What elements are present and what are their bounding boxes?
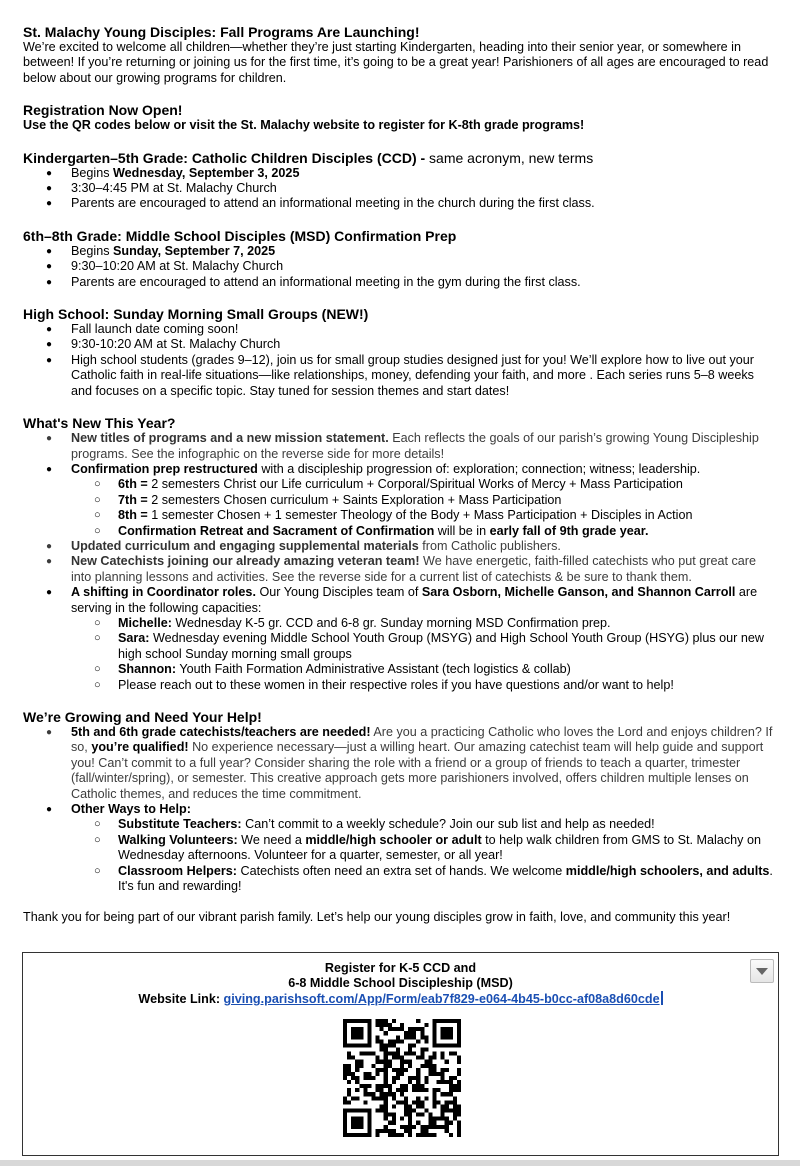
bold-lead: Confirmation Retreat and Sacrament of Confirmation — [118, 523, 435, 538]
list-item: ● 9:30-10:20 AM at St. Malachy Church — [23, 337, 778, 352]
list-item — [23, 524, 778, 539]
register-line-1: Register for K-5 CCD and — [324, 961, 477, 975]
item-text: 2 semesters Chosen curriculum + Saints Exploration + Mass Participation — [147, 492, 562, 507]
item-text: to help walk children from GMS to St. Malachy on Wednesday afternoons. Volunteer for a quarter, semester, or all year! — [118, 832, 761, 863]
list-item — [23, 662, 778, 677]
bold-lead: Updated curriculum and engaging supplemental materials — [71, 538, 419, 553]
item-text: from Catholic publishers. — [418, 538, 561, 553]
ccd-title: Kindergarten–5th Grade: Catholic Children Disciples (CCD) - — [23, 149, 426, 166]
msd-begins-date: Sunday, September 7, 2025 — [113, 243, 276, 258]
bold-lead: New titles of programs and a new mission statement. — [71, 431, 389, 446]
bold-lead: Substitute Teachers: — [118, 817, 242, 832]
coordinator-names: Sara Osborn, Michelle Ganson, and Shannon Carroll — [421, 585, 736, 600]
bold-lead: New Catechists joining our already amazing veteran team! — [71, 554, 420, 569]
list-item: ● High school students (grades 9–12), join us for small group studies designed just for you! We’ll explore how to live out your Catholic faith in real-life situations—like relationships, money, defending your faith, and more . Each series runs 5–8 weeks and focuses on a specific topic. Stay tuned for session themes and start dates! — [23, 353, 778, 399]
bold-lead: 7th = — [118, 492, 148, 507]
bold-lead: Sara: — [118, 631, 150, 646]
growing-list — [23, 725, 778, 894]
bold-text: middle/high schooler or adult — [305, 832, 482, 847]
list-item — [23, 864, 778, 895]
item-text: 1 semester Chosen + 1 semester Theology of the Body + Mass Participation + Disciples in Action — [147, 508, 693, 523]
item-text: Youth Faith Formation Administrative Assistant (tech logistics & collab) — [176, 662, 571, 677]
list-item — [23, 166, 778, 181]
document-body — [23, 24, 778, 926]
item-text: Wednesday evening Middle School Youth Group (MSYG) and High School Youth Group (HSYG) plus our new high school Sunday morning small groups — [118, 631, 764, 661]
whatsnew-title: What's New This Year? — [23, 415, 176, 432]
item-text: with a discipleship progression of: exploration; connection; witness; leadership. — [257, 461, 701, 476]
list-item: ● 3:30–4:45 PM at St. Malachy Church — [23, 181, 778, 196]
list-item — [23, 802, 778, 894]
page-bottom-edge — [0, 1160, 800, 1166]
whatsnew-list — [23, 431, 778, 693]
list-item — [23, 508, 778, 523]
registration-box-text — [23, 961, 778, 1007]
bold-lead: 5th and 6th grade catechists/teachers are needed! — [71, 725, 371, 739]
list-item — [23, 833, 778, 864]
bold-text: middle/high schoolers, and adults — [565, 863, 770, 878]
intro-body: We’re excited to welcome all children—whether they’re just starting Kindergarten, heading into their senior year, or somewhere in between! If you’re returning or joining us for the first time, it’s going to be a great year! Parishioners of all ages are encouraged to read below about our growing programs for children. — [23, 40, 769, 85]
item-text: Each reflects the goals of our parish’s growing Young Discipleship programs. See the infographic on the reverse side for more details! — [71, 431, 759, 461]
item-text: No experience necessary—just a willing heart. Our amazing catechist team will help guide and support you! Can’t commit to a full year? Consider sharing the role with a friend or a group of friends to teach a quarter, trimester (fall/winter/spring), or semester. This creative approach gets more parishioners involved, offers children multiple lenses on Catholic themes, and reduces the time commitment. — [71, 740, 764, 801]
text-cursor — [661, 991, 663, 1005]
bold-lead: Other Ways to Help: — [71, 802, 191, 817]
intro-title: St. Malachy Young Disciples: Fall Programs Are Launching! — [23, 24, 420, 40]
item-text: We need a — [237, 832, 306, 847]
thanks-text: Thank you for being part of our vibrant parish family. Let’s help our young disciples grow in faith, love, and community this year! — [23, 910, 731, 925]
qr-code-icon[interactable] — [343, 1019, 461, 1137]
ccd-list — [23, 166, 778, 212]
item-text: We have energetic, faith-filled catechists who put great care into planning lessons and activities. See the reverse side for a current list of catechists & be sure to thank them. — [71, 554, 757, 584]
ccd-title-note: same acronym, new terms — [425, 149, 594, 166]
bold-lead: Michelle: — [118, 615, 172, 630]
item-text: Our Young Disciples team of — [255, 585, 422, 600]
bold-lead: Walking Volunteers: — [118, 832, 238, 847]
list-item — [23, 431, 778, 462]
begins-prefix: Begins — [71, 165, 114, 180]
item-text: . It's fun and rewarding! — [118, 863, 773, 894]
item-text: Are you a practicing Catholic who loves the Lord and enjoys children? If so, — [71, 725, 773, 755]
bold-text: early fall of 9th grade year. — [489, 523, 649, 538]
list-item — [23, 244, 778, 259]
item-text: Can’t commit to a weekly schedule? Join our sub list and help as needed! — [241, 817, 655, 832]
list-item: ● Fall launch date coming soon! — [23, 322, 778, 337]
bold-lead: Classroom Helpers: — [118, 863, 237, 878]
chevron-down-icon[interactable] — [750, 959, 774, 983]
item-text: will be in — [434, 523, 490, 538]
list-item — [23, 554, 778, 585]
bold-lead: Shannon: — [118, 662, 177, 677]
registration-subtitle: Use the QR codes below or visit the St. Malachy website to register for K-8th grade programs! — [23, 118, 585, 133]
item-text: 2 semesters Christ our Life curriculum + Corporal/Spiritual Works of Mercy + Mass Participation — [147, 477, 683, 492]
list-item: ● Parents are encouraged to attend an informational meeting in the gym during the first class. — [23, 275, 778, 290]
list-item — [23, 616, 778, 631]
bold-lead: Confirmation prep restructured — [71, 461, 258, 476]
list-item: ● 9:30–10:20 AM at St. Malachy Church — [23, 259, 778, 274]
list-item — [23, 462, 778, 539]
item-text: Catechists often need an extra set of hands. We welcome — [236, 863, 566, 878]
hs-title: High School: Sunday Morning Small Groups (NEW!) — [23, 306, 369, 323]
bold-text: you’re qualified! — [91, 740, 189, 755]
coordinator-sublist — [71, 616, 778, 693]
ccd-heading — [23, 150, 778, 166]
registration-box — [22, 952, 779, 1156]
bold-lead: A shifting in Coordinator roles. — [71, 585, 256, 600]
list-item — [23, 631, 778, 662]
list-item — [23, 817, 778, 832]
bold-lead: 8th = — [118, 508, 148, 523]
item-text: are serving in the following capacities: — [71, 585, 758, 615]
list-item: ○ Please reach out to these women in their respective roles if you have questions and/or want to help! — [23, 678, 778, 693]
list-item: ● Parents are encouraged to attend an informational meeting in the church during the first class. — [23, 196, 778, 211]
website-link-row — [23, 991, 778, 1007]
growing-title: We’re Growing and Need Your Help! — [23, 709, 262, 725]
list-item — [23, 539, 778, 554]
bold-lead: 6th = — [118, 477, 148, 492]
ccd-begins-date: Wednesday, September 3, 2025 — [113, 165, 300, 180]
list-item — [23, 585, 778, 693]
list-item — [23, 725, 778, 802]
msd-title: 6th–8th Grade: Middle School Disciples (MSD) Confirmation Prep — [23, 227, 457, 244]
website-link-label: Website Link: — [138, 992, 224, 1006]
confirmation-sublist — [71, 477, 778, 539]
registration-title: Registration Now Open! — [23, 102, 183, 119]
list-item — [23, 477, 778, 492]
website-link[interactable]: giving.parishsoft.com/App/Form/eab7f829-e064-4b45-b0cc-af08a8d60cde — [223, 992, 660, 1006]
hs-list — [23, 322, 778, 399]
begins-prefix: Begins — [71, 243, 114, 258]
register-line-2: 6-8 Middle School Discipleship (MSD) — [288, 976, 513, 990]
help-sublist — [71, 817, 778, 894]
msd-list — [23, 244, 778, 290]
list-item — [23, 493, 778, 508]
item-text: Wednesday K-5 gr. CCD and 6-8 gr. Sunday morning MSD Confirmation prep. — [171, 615, 611, 630]
